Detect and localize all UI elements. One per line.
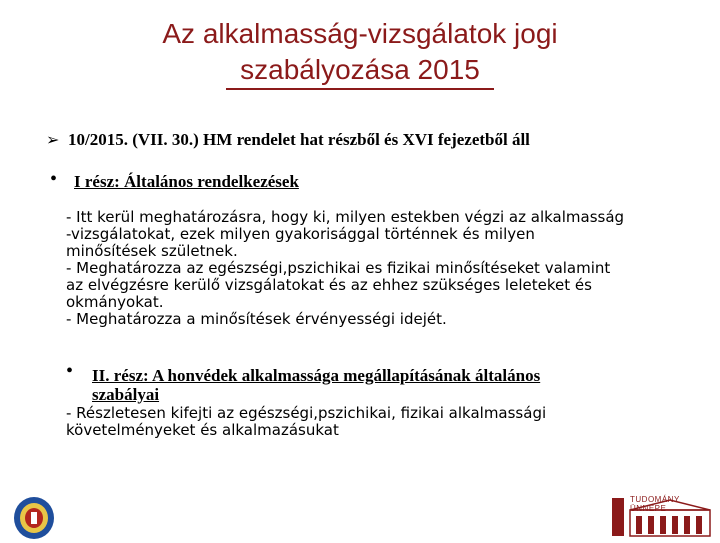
subtitle-text: 10/2015. (VII. 30.) HM rendelet hat részből és XVI fejezetből áll [68,130,530,149]
text-line: - Részletesen kifejti az egészségi,pszichikai, fizikai alkalmassági [66,404,547,422]
text-line: - Itt kerül meghatározásra, hogy ki, milyen estekben végzi az alkalmasság [66,208,625,226]
text-line: az elvégzésre kerülő vizsgálatokat és az ehhez szükséges leleteket és [66,276,592,294]
title-underline [226,88,494,90]
text-line: -vizsgálatokat, ezek milyen gyakorisággal történnek és milyen [66,225,535,243]
text-line: követelményeket és alkalmazásukat [66,421,339,439]
logo-text: TUDOMÁNY ÜNNEPE [630,495,680,513]
section2-body [66,405,546,439]
university-seal-logo [12,494,56,540]
subtitle [46,130,708,150]
title-line-2: szabályozása 2015 [240,52,480,88]
section1-heading: • I rész: Általános rendelkezések [50,168,299,191]
arrow-bullet-icon: ➢ [46,132,60,149]
section1-body [66,209,624,328]
text-line: minősítések születnek. [66,242,238,260]
title-line-1: Az alkalmasság-vizsgálatok jogi [162,18,558,49]
tudomany-unnepe-logo [608,492,712,538]
bullet-icon: • [50,168,58,190]
text-line: - Meghatározza a minősítések érvényességi idejét. [66,310,447,328]
section2-heading: • II. rész: A honvédek alkalmassága megállapításának általános szabályai [66,360,541,404]
text-line: okmányokat. [66,293,164,311]
slide-title [0,16,720,88]
text-line: - Meghatározza az egészségi,pszichikai es fizikai minősítéseket valamint [66,259,611,277]
bullet-icon: • [66,360,74,382]
